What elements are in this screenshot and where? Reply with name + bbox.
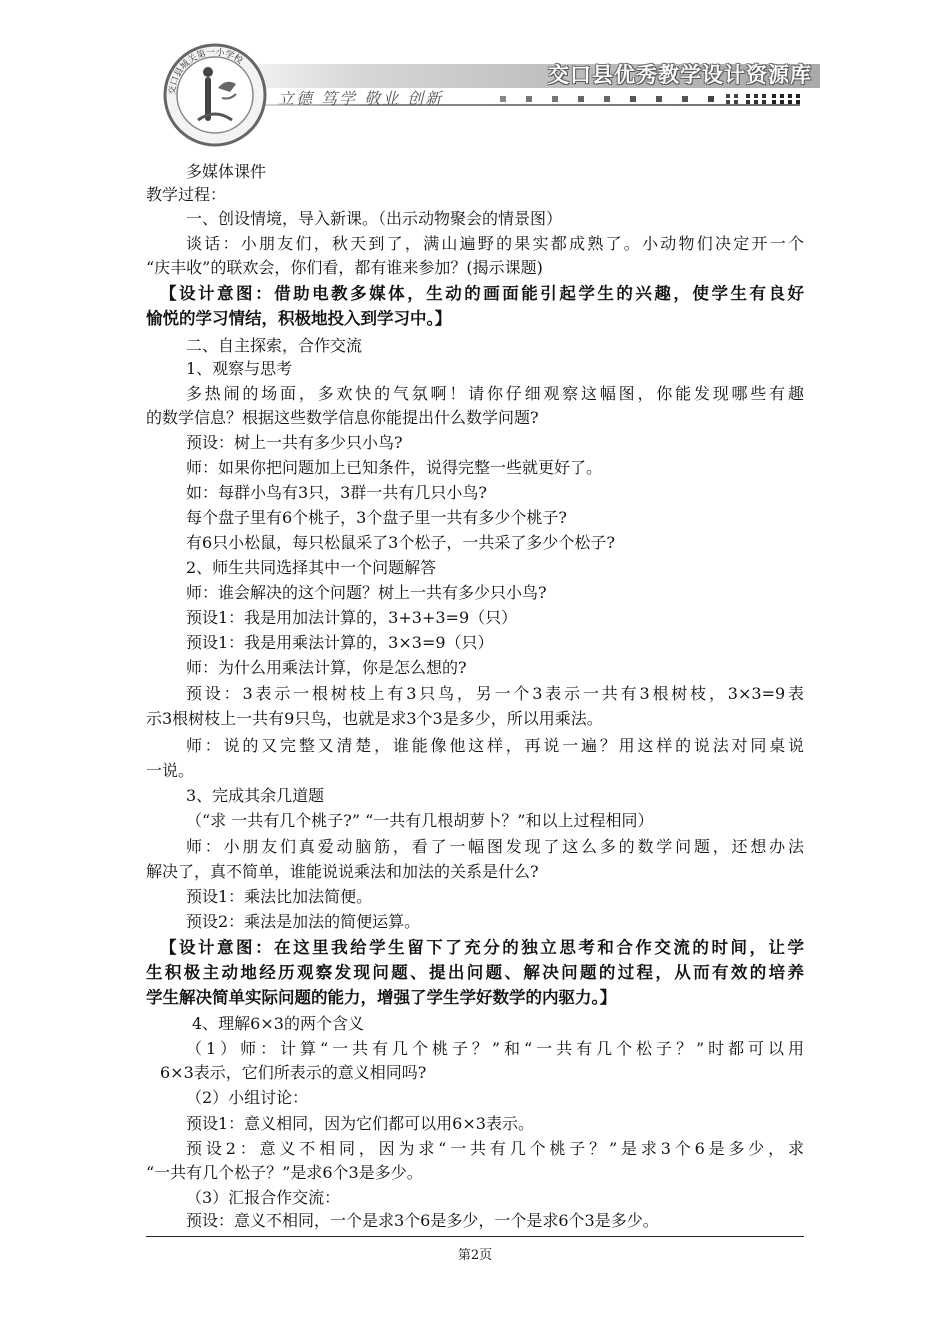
design-intent-note: 生积极主动地经历观察发现问题、提出问题、解决问题的过程，从而有效的培养 xyxy=(146,963,804,982)
text-line: 预设：意义不相同，一个是求3个6是多少，一个是求6个3是多少。 xyxy=(186,1211,659,1230)
subsection-heading: 3、完成其余几道题 xyxy=(186,786,325,805)
text-line: 多热闹的场面，多欢快的气氛啊！请你仔细观察这幅图，你能发现哪些有趣 xyxy=(186,384,804,403)
text-line: 有6只小松鼠，每只松鼠采了3个松子，一共采了多少个松子? xyxy=(186,533,615,552)
text-line: （2）小组讨论： xyxy=(186,1088,309,1107)
text-line: “庆丰收”的联欢会，你们看，都有谁来参加？(揭示课题) xyxy=(146,258,543,277)
text-line: 预设1：我是用加法计算的，3+3+3=9（只） xyxy=(186,608,518,627)
text-line: 教学过程： xyxy=(146,185,227,204)
section-heading: 二、自主探索，合作交流 xyxy=(186,336,363,355)
text-line: 示3根树枝上一共有9只鸟，也就是求3个3是多少，所以用乘法。 xyxy=(146,709,603,728)
text-line: （“求 一共有几个桃子?” “一共有几根胡萝卜？”和以上过程相同） xyxy=(186,811,654,830)
text-line: 的数学信息？根据这些数学信息你能提出什么数学问题? xyxy=(146,408,539,427)
logo-ring-text: 交口县城关第一小学校 xyxy=(167,47,245,96)
text-line: 预设1：意义相同，因为它们都可以用6×3表示。 xyxy=(186,1114,534,1133)
text-line: 解决了，真不简单，谁能说说乘法和加法的关系是什么? xyxy=(146,862,539,881)
text-line: 6×3表示，它们所表示的意义相同吗? xyxy=(160,1063,427,1082)
header-decoration-squares xyxy=(500,92,810,106)
text-line: 如：每群小鸟有3只，3群一共有几只小鸟? xyxy=(186,483,487,502)
text-line: 师：如果你把问题加上已知条件，说得完整一些就更好了。 xyxy=(186,458,603,477)
text-line: “一共有几个松子？”是求6个3是多少。 xyxy=(146,1163,423,1182)
footer-rule xyxy=(146,1236,804,1237)
page-number: 第2页 xyxy=(457,1248,493,1263)
header-title: 交口县优秀教学设计资源库 xyxy=(548,63,812,87)
header-slogan: 立德 笃学 敬业 创新 xyxy=(278,89,444,108)
section-heading: 一、创设情境，导入新课。（出示动物聚会的情景图） xyxy=(186,209,563,228)
design-intent-note: 学生解决简单实际问题的能力，增强了学生学好数学的内驱力。】 xyxy=(146,988,617,1007)
text-line: 师：小朋友们真爱动脑筋，看了一幅图发现了这么多的数学问题，还想办法 xyxy=(186,837,804,856)
text-line: 预设：树上一共有多少只小鸟? xyxy=(186,433,403,452)
subsection-heading: 2、师生共同选择其中一个问题解答 xyxy=(186,558,437,577)
text-line: 师：谁会解决的这个问题？树上一共有多少只小鸟? xyxy=(186,583,547,602)
text-line: 预设1：我是用乘法计算的，3×3=9（只） xyxy=(186,633,494,652)
text-line: 预设2：意义不相同，因为求“一共有几个桃子？”是求3个6是多少，求 xyxy=(186,1139,804,1158)
text-line: 多媒体课件 xyxy=(186,162,267,181)
text-line: 预设：3表示一根树枝上有3只鸟，另一个3表示一共有3根树枝，3×3=9表 xyxy=(186,684,804,703)
text-line: 师：为什么用乘法计算，你是怎么想的? xyxy=(186,658,467,677)
subsection-heading: 4、理解6×3的两个含义 xyxy=(192,1014,364,1033)
design-intent-note: 【设计意图：借助电教多媒体，生动的画面能引起学生的兴趣，使学生有良好 xyxy=(160,284,804,303)
text-line: 一说。 xyxy=(146,761,195,780)
subsection-heading: 1、观察与思考 xyxy=(186,359,293,378)
text-line: 预设1：乘法比加法简便。 xyxy=(186,887,373,906)
text-line: 师：说的又完整又清楚，谁能像他这样，再说一遍？用这样的说法对同桌说 xyxy=(186,736,804,755)
text-line: 谈话：小朋友们，秋天到了，满山遍野的果实都成熟了。小动物们决定开一个 xyxy=(186,234,804,253)
design-intent-note: 【设计意图：在这里我给学生留下了充分的独立思考和合作交流的时间，让学 xyxy=(160,938,804,957)
text-line: 预设2：乘法是加法的简便运算。 xyxy=(186,912,421,931)
design-intent-note: 愉悦的学习情结，积极地投入到学习中。】 xyxy=(146,309,452,328)
text-line: 每个盘子里有6个桃子，3个盘子里一共有多少个桃子? xyxy=(186,508,567,527)
text-line: （1）师：计算“一共有几个桃子？”和“一共有几个松子？”时都可以用 xyxy=(186,1039,804,1058)
school-logo xyxy=(160,40,270,150)
page-header xyxy=(0,0,950,140)
text-line: （3）汇报合作交流： xyxy=(186,1188,341,1207)
